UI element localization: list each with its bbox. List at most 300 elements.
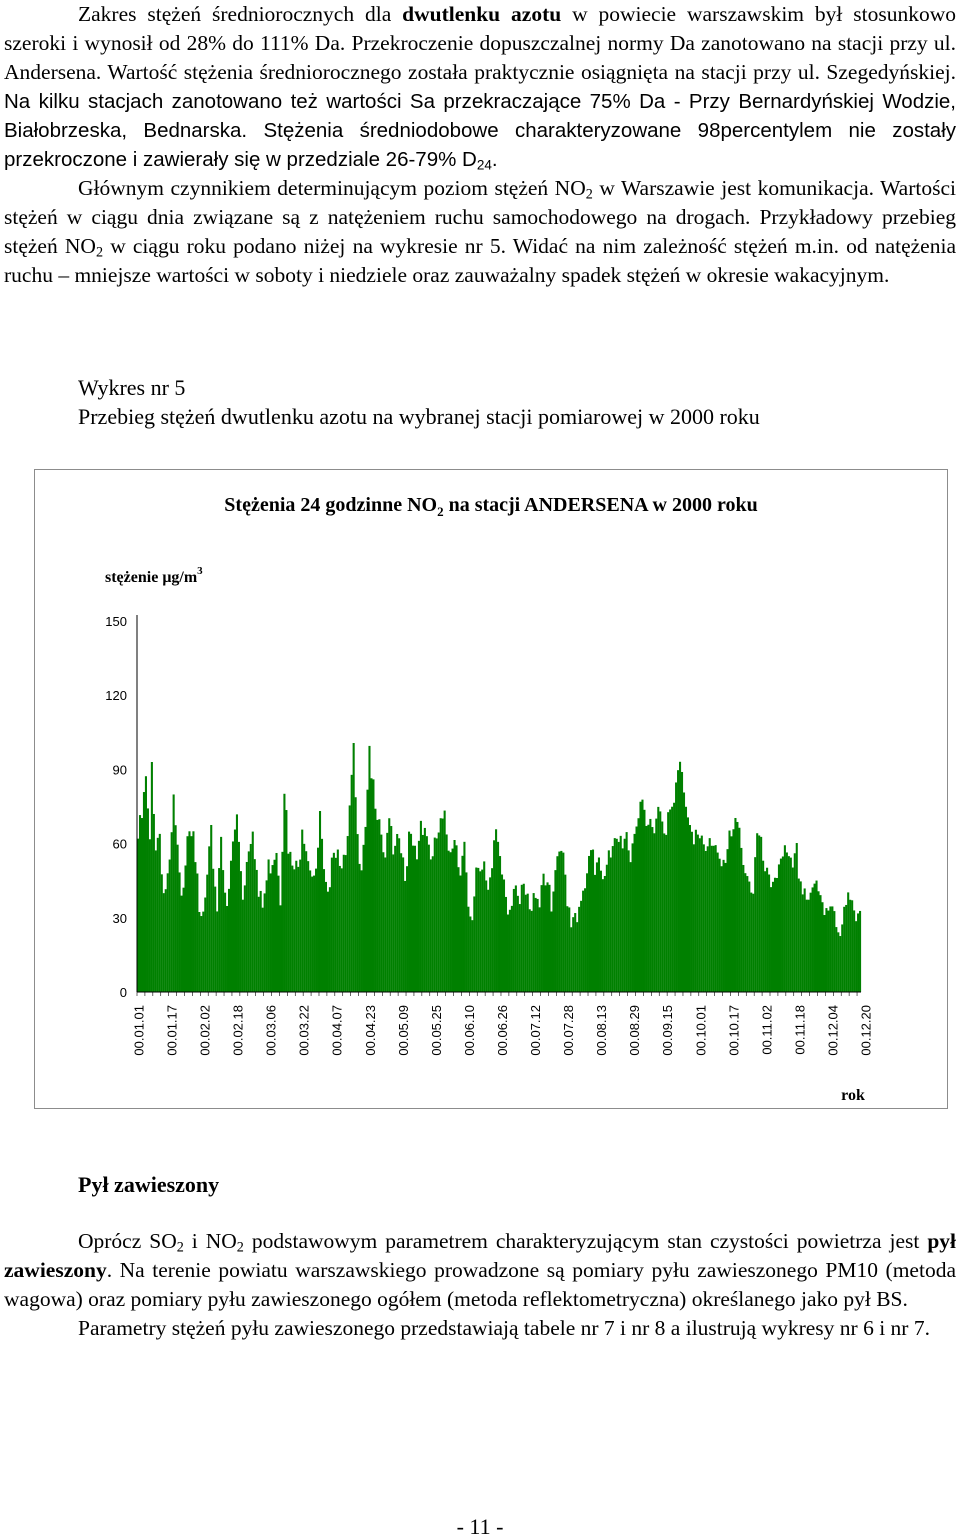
bar <box>691 832 693 992</box>
bar <box>772 882 774 992</box>
bar <box>614 838 616 992</box>
bar <box>606 865 608 992</box>
bar <box>509 910 511 992</box>
bar <box>550 912 552 993</box>
bar <box>242 900 244 992</box>
bar <box>808 900 810 992</box>
bar <box>414 846 416 992</box>
bar <box>564 875 566 992</box>
x-tick-label: 00.12.20 <box>858 1005 874 1056</box>
bar <box>299 860 301 992</box>
bar <box>287 854 289 992</box>
bar <box>837 932 839 992</box>
x-tick-label: 00.07.12 <box>528 1005 544 1056</box>
bar <box>709 838 711 992</box>
bar <box>147 808 149 992</box>
bar <box>210 825 212 992</box>
bar <box>436 838 438 992</box>
intro-text <box>4 0 956 290</box>
subscript: 24 <box>476 157 492 173</box>
bar <box>467 907 469 992</box>
section-heading: Pył zawieszony <box>78 1172 220 1197</box>
bar <box>196 874 198 993</box>
text-run: Na kilku stacjach zanotowano też wartości Sa przekraczające 75% Da - Przy Bernardyńskiej Wodzie, Białobrzeska, Bednarska. Stężenia średniodobowe charakteryzowane 98percentylem nie zostały przekroczone i zawierały się w przedziale 26-79% D <box>4 90 956 171</box>
subscript: 2 <box>95 244 104 261</box>
bar <box>546 882 548 992</box>
bar <box>430 859 432 992</box>
bar <box>703 844 705 992</box>
x-tick-label: 00.07.28 <box>561 1005 577 1056</box>
chart-frame <box>34 469 948 1109</box>
bar <box>537 899 539 992</box>
bar <box>647 825 649 992</box>
bar <box>639 802 641 992</box>
bar <box>535 898 537 992</box>
bar <box>465 872 467 992</box>
bar <box>331 858 333 992</box>
bar <box>845 905 847 992</box>
chart <box>35 470 947 1108</box>
figure-caption: Przebieg stężeń dwutlenku azotu na wybranej stacji pomiarowej w 2000 roku <box>78 404 760 429</box>
y-axis-ticks <box>105 614 127 1000</box>
bar <box>206 875 208 992</box>
bar <box>432 856 434 992</box>
x-tick-label: 00.08.13 <box>594 1005 610 1056</box>
bar <box>252 832 254 992</box>
bar <box>434 838 436 992</box>
bar <box>380 835 382 992</box>
bar <box>774 878 776 992</box>
x-tick-label: 00.06.10 <box>461 1005 477 1056</box>
bar <box>689 825 691 992</box>
bar <box>477 868 479 992</box>
bar <box>717 853 719 992</box>
bar <box>289 852 291 992</box>
bar <box>473 896 475 992</box>
bold-term: pył zawieszony <box>4 1229 956 1282</box>
bar <box>493 840 495 992</box>
bar <box>695 830 697 992</box>
bar <box>204 898 206 992</box>
x-tick-label: 00.05.25 <box>428 1005 444 1056</box>
bar <box>764 871 766 992</box>
bar <box>202 912 204 992</box>
bar <box>412 846 414 992</box>
y-tick-label: 90 <box>112 762 127 778</box>
x-tick-label: 00.01.17 <box>164 1005 180 1056</box>
bar <box>572 917 574 992</box>
bar <box>161 874 163 992</box>
bar <box>770 887 772 992</box>
bar <box>661 822 663 992</box>
bar <box>230 861 232 992</box>
bar <box>804 888 806 992</box>
bar <box>533 893 535 992</box>
bar <box>483 861 485 992</box>
bar <box>374 809 376 992</box>
bar <box>833 911 835 992</box>
bar <box>578 907 580 992</box>
bar <box>343 855 345 992</box>
bar <box>333 853 335 992</box>
bar <box>186 836 188 992</box>
text-run: w Warszawie jest komunikacja. Wartości stężeń w ciągu dnia związane są z natężeniem ruchu samochodowego na drogach. Przykładowy przebieg stężeń NO <box>4 176 956 258</box>
y-tick-label: 0 <box>119 985 127 1000</box>
bar <box>157 838 159 992</box>
bar <box>598 858 600 993</box>
bar <box>618 842 620 992</box>
bar <box>693 844 695 992</box>
bar <box>825 908 827 992</box>
bar <box>675 782 677 992</box>
bar <box>802 894 804 992</box>
bar <box>851 900 853 992</box>
bar <box>159 834 161 992</box>
bar <box>594 875 596 992</box>
bar <box>388 818 390 992</box>
bar <box>167 873 169 992</box>
title-subscript: 2 <box>437 504 444 519</box>
bar <box>699 838 701 992</box>
bar <box>442 819 444 992</box>
bar <box>495 829 497 992</box>
bar <box>260 891 262 992</box>
bar <box>790 858 792 992</box>
bar <box>297 867 299 992</box>
bar <box>513 889 515 992</box>
bar <box>440 818 442 992</box>
bar <box>645 826 647 992</box>
bar <box>829 906 831 992</box>
bar <box>596 862 598 992</box>
bar <box>679 762 681 992</box>
bar <box>515 885 517 992</box>
bar <box>592 850 594 992</box>
x-tick-label: 00.02.02 <box>197 1005 213 1056</box>
bar <box>303 844 305 992</box>
bar <box>283 794 285 992</box>
title-run: Stężenia 24 godzinne NO <box>224 494 438 516</box>
ylabel-superscript: 3 <box>197 565 203 577</box>
bar <box>671 807 673 992</box>
bar <box>653 833 655 992</box>
bar <box>313 876 315 992</box>
bar <box>721 866 723 992</box>
bar <box>521 885 523 992</box>
bar <box>485 880 487 992</box>
x-tick-label: 00.03.22 <box>296 1005 312 1056</box>
bar <box>792 868 794 992</box>
bar <box>835 927 837 992</box>
bar <box>345 855 347 992</box>
ylabel-run: stężenie <box>105 569 163 586</box>
bar <box>384 857 386 992</box>
bar-series <box>137 743 861 992</box>
bar <box>319 811 321 992</box>
bar <box>786 852 788 992</box>
ylabel-run: g/m <box>171 569 198 586</box>
bar <box>165 889 167 992</box>
x-tick-label: 00.08.29 <box>627 1005 643 1056</box>
bar <box>541 885 543 992</box>
bar <box>173 794 175 992</box>
bar <box>262 908 264 992</box>
bar <box>831 906 833 992</box>
bar <box>810 893 812 992</box>
bar <box>479 871 481 992</box>
bar <box>586 873 588 992</box>
bar <box>624 839 626 992</box>
ylabel-mu: μ <box>162 569 172 586</box>
bar <box>552 892 554 992</box>
bar <box>616 839 618 992</box>
bar <box>281 852 283 992</box>
bar <box>254 859 256 992</box>
x-axis-label: rok <box>841 1087 865 1104</box>
bar <box>198 912 200 992</box>
bar <box>179 872 181 992</box>
bar <box>363 845 365 992</box>
bar <box>394 846 396 992</box>
bar <box>723 860 725 992</box>
bar <box>353 743 355 992</box>
subscript: 2 <box>585 186 593 203</box>
title-run: na stacji ANDERSENA w 2000 roku <box>443 494 758 516</box>
bar <box>632 843 634 992</box>
bar <box>782 856 784 992</box>
dust-paragraph-2 <box>4 1314 956 1343</box>
bar <box>335 858 337 992</box>
bar <box>778 864 780 992</box>
bar <box>378 819 380 992</box>
bar <box>626 832 628 992</box>
bar <box>226 906 228 992</box>
text-run: Głównym czynnikiem determinującym poziom stężeń NO <box>78 176 586 200</box>
bar <box>849 900 851 992</box>
bar <box>529 909 531 992</box>
text-run: Oprócz SO <box>78 1229 177 1253</box>
bar <box>183 888 185 992</box>
bar <box>582 891 584 992</box>
bar <box>819 895 821 992</box>
bar <box>685 807 687 992</box>
x-tick-label: 00.01.01 <box>131 1005 147 1056</box>
bar <box>548 885 550 992</box>
subscript: 2 <box>236 1239 244 1256</box>
bar <box>428 845 430 992</box>
bar <box>266 880 268 992</box>
bar <box>307 861 309 992</box>
bar <box>438 833 440 993</box>
bar <box>740 848 742 992</box>
bar <box>562 853 564 992</box>
bar <box>329 887 331 992</box>
bar <box>212 869 214 992</box>
bar <box>554 870 556 992</box>
bar <box>216 911 218 992</box>
bar <box>177 845 179 992</box>
bar <box>784 845 786 992</box>
bar <box>386 833 388 992</box>
bar <box>141 818 143 992</box>
bar <box>728 831 730 992</box>
bar <box>517 896 519 992</box>
bar <box>408 832 410 992</box>
bar <box>748 882 750 992</box>
x-tick-label: 00.10.01 <box>693 1005 709 1056</box>
x-tick-label: 00.03.06 <box>263 1005 279 1056</box>
bar <box>491 868 493 992</box>
bar <box>400 853 402 992</box>
bar <box>725 863 727 992</box>
bar <box>794 853 796 992</box>
bar <box>171 832 173 992</box>
bar <box>732 829 734 992</box>
x-tick-label: 00.02.18 <box>230 1005 246 1056</box>
bar <box>705 851 707 992</box>
bar <box>396 834 398 992</box>
bar <box>545 885 547 992</box>
intro-paragraph-1 <box>4 0 956 174</box>
bar <box>349 805 351 992</box>
bar <box>823 915 825 992</box>
bar <box>222 870 224 992</box>
bar <box>659 811 661 992</box>
bar <box>527 894 529 992</box>
bar <box>169 860 171 992</box>
bar <box>628 850 630 992</box>
bar <box>525 895 527 992</box>
bar <box>454 840 456 992</box>
bar <box>475 868 477 992</box>
bar <box>457 867 459 992</box>
bar <box>859 911 861 992</box>
bar <box>293 869 295 992</box>
bar <box>635 827 637 992</box>
bar <box>364 827 366 992</box>
bar <box>667 812 669 992</box>
bar <box>390 826 392 992</box>
bar <box>501 875 503 993</box>
bar <box>730 836 732 992</box>
bar <box>258 897 260 992</box>
bar <box>426 836 428 992</box>
bar <box>155 850 157 992</box>
bar <box>264 893 266 992</box>
bar <box>311 877 313 992</box>
bar <box>738 828 740 992</box>
bar <box>643 810 645 992</box>
bar <box>796 843 798 992</box>
bar <box>649 819 651 992</box>
bar <box>677 770 679 992</box>
bar <box>853 910 855 992</box>
dust-paragraph-1 <box>4 1227 956 1314</box>
bar <box>634 834 636 992</box>
bar <box>568 907 570 992</box>
bar <box>590 850 592 992</box>
bar <box>246 862 248 992</box>
bar <box>424 828 426 992</box>
bar <box>487 890 489 992</box>
bar <box>452 849 454 992</box>
bar <box>746 876 748 992</box>
y-axis-label <box>105 565 203 586</box>
bar <box>163 893 165 992</box>
subscript: 2 <box>176 1239 184 1256</box>
x-tick-label: 00.04.23 <box>362 1005 378 1056</box>
bar <box>776 878 778 992</box>
bar <box>817 891 819 992</box>
bar <box>726 849 728 992</box>
bar <box>798 879 800 992</box>
bar <box>279 905 281 992</box>
bar <box>499 856 501 992</box>
bar <box>145 776 147 992</box>
bar <box>459 876 461 992</box>
bar <box>208 846 210 992</box>
bar <box>707 846 709 992</box>
page-number: - 11 - <box>456 1514 504 1539</box>
x-axis-ticks <box>131 992 873 1056</box>
bar <box>194 862 196 992</box>
bar <box>153 814 155 992</box>
bar <box>519 904 521 992</box>
bar <box>766 868 768 992</box>
bar <box>681 772 683 992</box>
bar <box>736 822 738 992</box>
bar <box>220 837 222 992</box>
bar <box>608 850 610 992</box>
text-run: Parametry stężeń pyłu zawieszonego przedstawiają tabele nr 7 i nr 8 a ilustrują wykresy nr 6 i nr 7. <box>78 1316 930 1340</box>
bar <box>359 864 361 992</box>
y-tick-label: 30 <box>112 910 127 926</box>
y-tick-label: 60 <box>112 836 127 852</box>
bar <box>750 893 752 992</box>
bar <box>236 814 238 992</box>
bar <box>758 835 760 992</box>
bar <box>507 915 509 992</box>
bar <box>200 916 202 992</box>
bar <box>713 846 715 992</box>
bar <box>224 893 226 992</box>
bar <box>580 901 582 992</box>
bar <box>420 821 422 992</box>
bar <box>422 835 424 992</box>
bar <box>697 835 699 992</box>
bar <box>768 875 770 993</box>
bar <box>366 790 368 992</box>
bar <box>762 861 764 992</box>
bar <box>857 913 859 992</box>
x-tick-label: 00.10.17 <box>726 1005 742 1056</box>
bar <box>489 877 491 992</box>
bar <box>788 856 790 992</box>
text-run: . <box>491 148 498 171</box>
bar <box>190 836 192 992</box>
bar <box>192 831 194 992</box>
bar <box>827 911 829 992</box>
bar <box>663 833 665 992</box>
bar <box>556 856 558 992</box>
bar <box>327 892 329 992</box>
bar <box>574 913 576 992</box>
bar <box>655 819 657 992</box>
text-run: podstawowym parametrem charakteryzującym stan czystości powietrza jest <box>243 1229 928 1253</box>
bar <box>337 850 339 992</box>
bar <box>149 839 151 992</box>
x-tick-label: 00.09.15 <box>660 1005 676 1056</box>
